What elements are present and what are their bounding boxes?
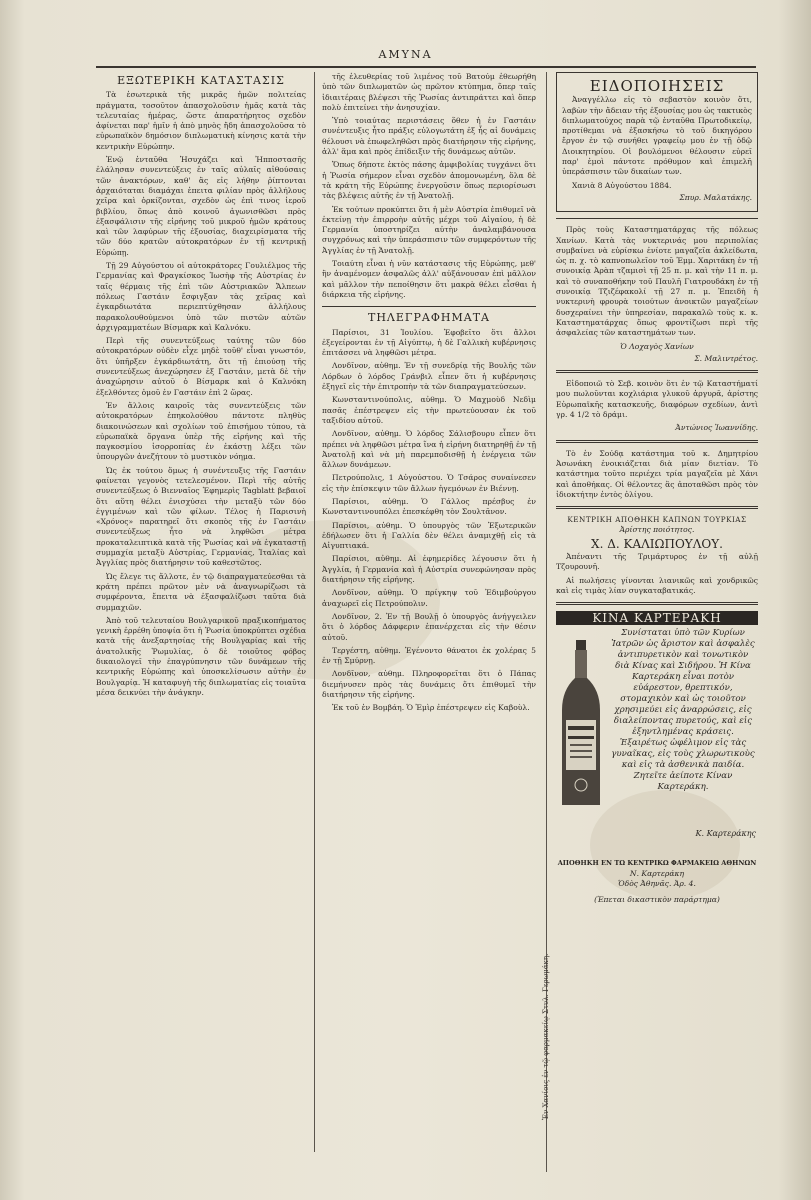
notice-text: Πρὸς τοὺς Καταστηματάρχας τῆς πόλεως Χανίων. Κατὰ τὰς νυκτερινάς μου περιπολίας συμβαίνει νὰ εὑρίσκω ἐνίοτε μαγαζεῖα ἀκλείδωτα, ὡς π. χ. τὸ καπνοπωλεῖον τοῦ Ἐμμ. Χαριτάκη ἐν τῇ συνοικίᾳ Ἀρὰπ τζαμισὶ τῇ 25 π. μ. καὶ τὴν 11 π. μ. καὶ τὸ συναποθήκην τοῦ Παυλῆ Γιατρουδάκη ἐν τῇ συνοικίᾳ Τζιζέφακολί τῇ 27 π. μ. Ἐπειδὴ ἡ νυκτερινὴ φρουρὰ τοιούτων ἀνοικτῶν μαγαζείων δυσχεραίνει τὴν ὑπηρεσίαν, παρακαλῶ τοὺς κ. κ. Καταστηματάρχας ὅπως φροντίζωσι περὶ τῆς ἀσφαλείας τῶν καταστημάτων των. [556, 225, 758, 338]
article-paragraph: Ὅπως δήποτε ἐκτὸς πάσης ἀμφιβολίας τυγχάνει ὅτι ἡ Ῥωσία σήμερον εἶναι σχεδὸν ἀπομονωμένη, ὅλα δὲ τὰ κράτη τῆς Εὐρώπης ἐνεργοῦσιν ὅπως περιορίσωσι τὰς βλέψεις αὐτῆς ἐν τῇ Ἀνατολῇ. [322, 160, 536, 201]
notice-signature: Σπυρ. Μαλατάκης. [679, 192, 752, 202]
telegram-item: Παρίσιοι, αὐθημ. Ὁ ὑπουργὸς τῶν Ἐξωτερικῶν ἐδήλωσεν ὅτι ἡ Γαλλία δὲν θέλει ἀναμιχθῇ εἰς τὰ Αἰγυπτιακά. [322, 520, 536, 551]
section-rule [556, 602, 758, 605]
kina-advertisement [556, 628, 758, 858]
column-telegrams [322, 72, 536, 1152]
kina-signature: Κ. Καρτεράκης [695, 829, 756, 839]
article-paragraph: Τοιαύτη εἶναι ἡ νῦν κατάστασις τῆς Εὐρώπης, μεθ' ἣν ἀναμένομεν ἀσφαλῶς ἀλλ' αὐξάνουσαν ἐπὶ μᾶλλον καὶ μᾶλλον τὴν πεποίθησιν ὅτι μακρὰ θέλει εἶσθαι ἡ διάρκεια τῆς εἰρήνης. [322, 259, 536, 299]
telegrams-heading: ΤΗΛΕΓΡΑΦΗΜΑΤΑ [368, 311, 490, 325]
tobacco-text: Αἱ πωλήσεις γίνονται λιανικῶς καὶ χονδρικῶς καὶ εἰς τιμὰς λίαν συγκαταβατικάς. [556, 575, 758, 595]
side-vertical-text: Ἐν Χανίοις ἐν τῷ φαρμακείῳ Στυλ. Γερωμάκη. [542, 953, 550, 1120]
kina-depot-name: Ν. Καρτεράκη [629, 868, 685, 878]
telegram-item: Τεργέστη, αὐθημ. Ἐγένοντο θάνατοι ἐκ χολέρας 5 ἐν τῇ Σμύρνῃ. [322, 645, 536, 666]
bottle-illustration [558, 640, 604, 810]
telegram-item: Λονδῖνον, αὐθημ. Ἐν τῇ συνεδρίᾳ τῆς Βουλῆς τῶν Λόρδων ὁ λόρδος Γράνβιλ εἶπεν ὅτι ἡ κυβέρνησις ἐξηγεῖ εἰς τὴν ἐπιτροπὴν τὰ τῶν διαπραγματεύσεων. [322, 361, 536, 392]
kina-text: Συνίσταται ὑπὸ τῶν Κυρίων Ἰατρῶν ὡς ἄριστον καὶ ἀσφαλὲς ἀντιπυρετικὸν καὶ τονωτικὸν διὰ Κίνας καὶ Σιδήρου. Ἡ Κίνα Καρτεράκη εἶναι ποτὸν εὐάρεστον, θρεπτικόν, στομαχικὸν καὶ ὡς τοιοῦτον χρησιμεύει εἰς ἀναρρώσεις, εἰς διαλείποντας πυρετούς, καὶ εἰς ἐξηντλημένας κράσεις. Ἐξαιρέτως ὠφέλιμον εἰς τὰς γυναῖκας, εἰς τοὺς χλωρωτικοὺς καὶ εἰς τὰ ἀσθενικὰ παιδία. Ζητεῖτε ἀείποτε Κίναν Καρτεράκη. [611, 628, 755, 793]
article-paragraph: Τὰ ἐσωτερικὰ τῆς μικρᾶς ἡμῶν πολιτείας πράγματα, τοσοῦτον ἀπασχολοῦσιν ἡμᾶς κατὰ τὰς τελευταίας ἡμέρας, ὥστε ἀπαρατήρητος σχεδὸν ἀφίνεται παρ' ἡμῖν ἡ ἀπὸ μηνὸς ἤδη ἀπασχολοῦσα τὸ εὐρωπαϊκὸν δημόσιον διπλωματικὴ κίνησις κατὰ τὴν κεντρικὴν Εὐρώπην. [96, 90, 306, 151]
article-paragraph: Τῇ 29 Αὐγούστου οἱ αὐτοκράτορες Γουλιέλμος τῆς Γερμανίας καὶ Φραγκίσκος Ἰωσὴφ τῆς Αὐστρίας ἐν ταῖς θέρμαις τῆς ἐπὶ τῶν Αὐστριακῶν Ἄλπεων πόλεως Γαστάιν ἔσφιγξαν τὰς χεῖρας καὶ ἐγκαρδιωτάτα περιεπτύχθησαν ἀλλήλους παρακολουθούμενοι ὑπὸ τῶν πιστῶν αὐτῶν ἀρχιγραμματέων Βίσμαρκ καὶ Καλνόκυ. [96, 261, 306, 332]
section-rule [556, 370, 758, 373]
notice-text: Εἰδοποιῶ τὸ Σεβ. κοινὸν ὅτι ἐν τῷ Καταστήματί μου πωλοῦνται κοχλιάρια γλυκοῦ ἀργυρᾶ, ἀρίστης Εὐρωπαϊκῆς κατασκευῆς, διαφόρων σχεδίων, ἀντὶ γρ. 4 1/2 τὸ δράμι. [556, 379, 758, 420]
telegram-item: Λονδῖνον, αὐθημ. Ὁ πρίγκηψ τοῦ Ἐδιμβούργου ἀναχωρεῖ εἰς Πετρούπολιν. [322, 588, 536, 608]
telegram-item: Λονδῖνον, αὐθημ. Πληροφορεῖται ὅτι ὁ Πάπας διεμήνυσεν πρὸς τὰς δυνάμεις ὅτι ἐπιθυμεῖ τὴν διατήρησιν τῆς εἰρήνης. [322, 669, 536, 700]
section-rule [556, 218, 758, 219]
tobacco-heading: ΚΕΝΤΡΙΚΗ ΑΠΟΘΗΚΗ ΚΑΠΝΩΝ ΤΟΥΡΚΙΑΣ [567, 515, 747, 525]
telegram-item: Παρίσιοι, αὐθημ. Αἱ ἐφημερίδες λέγουσιν ὅτι ἡ Ἀγγλία, ἡ Γερμανία καὶ ἡ Αὐστρία συνεφώνησαν πρὸς διατήρησιν τῆς εἰρήνης. [322, 554, 536, 585]
telegram-item: Πετρούπολις, 1 Αὐγούστου. Ὁ Τσάρος συναίνεσεν εἰς τὴν ἐπίσκεψιν τῶν ἄλλων ἡγεμόνων ἐν Βιέννῃ. [322, 473, 536, 493]
section-rule [556, 440, 758, 443]
article-paragraph: Ἐν ἄλλοις καιροῖς τὰς συνεντεύξεις τῶν αὐτοκρατόρων ἐπηκολούθου πάντοτε πληθὺς διακοινώσεων καὶ σχολίων τοῦ ἐπισήμου τύπου, τὰ εὐρωπαϊκὰ ὄργανα ὑπὲρ τῆς εἰρήνης καὶ τῆς παγκοσμίου ἰσορροπίας ἐν ἑκάστῃ λέξει τῶν ὑπουργῶν ἀνεζήτουν τὸ μυστικὸν νόημα. [96, 400, 306, 462]
kina-address: Ὁδὸς Ἀθηνᾶς. Ἀρ. 4. [618, 879, 696, 889]
kina-heading: ΚΙΝΑ ΚΑΡΤΕΡΑΚΗ [556, 611, 758, 625]
section-heading: ΕΞΩΤΕΡΙΚΗ ΚΑΤΑΣΤΑΣΙΣ [117, 74, 285, 87]
footer-note: (Ἐπεται δικαστικὸν παράρτημα) [594, 895, 720, 905]
article-paragraph: Περὶ τῆς συνεντεύξεως ταύτης τῶν δύο αὐτοκρατόρων οὐδὲν εἶχε μηδὲ τοῦθ' εἶναι γνωστόν, ὅτι ὑπῆρξεν ἐγκάρδιωτάτη, ὅτι τῇ ἐπιούσῃ τῆς συνεντεύξεως ἀνεχώρησεν ἐξ Γαστάιν, μετὰ δὲ τὴν ἀναχώρησιν αὐτοῦ ὁ Βίσμαρκ καὶ ὁ Καλνόκη ἐξελθόντες ὁμοῦ ἐν Γαστάιν ἐπὶ 2 ὥρας. [96, 336, 306, 397]
notice-text: Ἀναγγέλλω εἰς τὸ σεβαστὸν κοινὸν ὅτι, λαβὼν τὴν ἄδειαν τῆς ἐξουσίας μου ὡς τακτικὸς διπλωματούχος παρὰ τῷ ἐνταῦθα Πρωτοδικείῳ, προτίθεμαι νὰ ἐξασκήσω τὸ τοῦ δικηγόρου ἔργον ἐν τῷ συνήθει γραφείῳ μου ἐν τῇ ὁδῷ Διοικητηρίου. Οἱ βουλόμενοι θέλουσιν εὑρεῖ παρ' ἐμοὶ πάντοτε πρόθυμον καὶ ἐπιμελῆ ὑπεράσπισιν τῶν δικαίων των. [562, 95, 752, 177]
tobacco-text: Ἀπέναντι τῆς Τριμάρτυρος ἐν τῇ αὐλῇ Τζουρουνῆ. [556, 551, 758, 572]
telegram-item: Λονδῖνον, αὐθημ. Ὁ λόρδος Σάλισβουρυ εἶπεν ὅτι πρέπει νὰ ληφθῶσι μέτρα ἵνα ἡ εἰρήνη διατηρηθῇ ἐν τῇ Ἀνατολῇ καὶ νὰ μὴ παρεμποδισθῇ ἡ ἐνέργεια τῶν ἄλλων δυνάμεων. [322, 429, 536, 470]
notice-box [556, 72, 758, 212]
notice-signature: Σ. Μαλιντρέτος. [694, 353, 758, 363]
notice-signature: Ὁ Λοχαγὸς Χανίων [620, 341, 694, 351]
notice-text: Τὸ ἐν Σούδᾳ κατάστημα τοῦ κ. Δημητρίου Ἀσωνάκη ἐνοικιάζεται διὰ μίαν διετίαν. Τὸ κατάστημα τοῦτο περιέχει τρία μαγαζεῖα μὲ Χάνι καὶ ἀποθήκας. Οἱ θέλοντες ἂς ἀποταθῶσι πρὸς τὸν ἰδιοκτήτην ἐντὸς ὀλίγου. [556, 448, 758, 499]
telegram-item: Παρίσιοι, 31 Ἰουλίου. Ἐφοβεῖτο ὅτι ἄλλοι ἐξεγείρονται ἐν τῇ Αἰγύπτῳ, ἡ δὲ Γαλλικὴ κυβέρνησις ἐπιτάσσει νὰ ληφθῶσι μέτρα. [322, 327, 536, 358]
column-notices [556, 72, 758, 1172]
article-paragraph: τῆς ἐλευθερίας τοῦ λιμένος τοῦ Βατούμ ἐθεωρήθη ὑπὸ τῶν διπλωματῶν ὡς πρῶτον κτύπημα, ὅπερ ταῖς ἰδιαιτέραις βλέψεσι τῆς Ῥωσίας ἀντιπράττει καὶ ὅπερ πολὺ ἐπιτείνει τὴν ἀνησυχίαν. [322, 72, 536, 112]
masthead: ΑΜΥΝΑ [378, 48, 433, 61]
article-paragraph: Ἐκ τούτων προκύπτει ὅτι ἡ μὲν Αὐστρία ἐπιθυμεῖ νὰ ἐκτείνῃ τὴν ἐπιρροὴν αὐτῆς μέχρι τοῦ Αἰγαίου, ἡ δὲ Γερμανία ὑποστηρίζει αὐτὴν ἀναλαμβάνουσα συγχρόνως καὶ τὴν ὑπεράσπισιν τῶν συμφερόντων τῆς Ἀγγλίας ἐν τῇ Ἀνατολῇ. [322, 204, 536, 255]
tobacco-subheading: Ἀρίστης ποιότητος. [619, 525, 695, 535]
top-rule [96, 66, 756, 68]
notices-heading: ΕΙΔΟΠΟΙΗΣΕΙΣ [589, 77, 725, 95]
article-paragraph: Ὑπὸ τοιαύτας περιστάσεις ὅθεν ἡ ἐν Γαστάιν συνέντευξις ἦτο πράξις εὐλογωτάτη ἐξ ἧς αἱ δυνάμεις θέλουσι νὰ ἐπωφεληθῶσι πρὸς διατήρησιν τῆς εἰρήνης, ἀλλ' ἅμα καὶ πρὸς ἐπίδειξιν τῆς δυνάμεως αὐτῶν. [322, 116, 536, 157]
article-paragraph: Ἐνῷ ἐνταῦθα Ἠσυχάζει καὶ Ἠπποστασῆς ἐλάλησαν συνεντεύξεις ἐν ταῖς αὐλαῖς αἰθούσαις τῶν ἀνακτόρων, καθ' ἃς εἰς λήθην ῥίπτονται ἀρχαιόταται διαμάχαι ἐπειτα φιλίαν πρὸς ἀλλήλους χεῖρα καὶ ὁρκίζονται, σχεδὸν ὡς ἐπὶ τινος ἱεροῦ βιβλίου, ὅπως ἀπὸ κοινοῦ ἀγωνισθῶσι πρὸς ἐξασφάλισιν τῆς εἰρήνης τοῦ μικροῦ ἡμῶν κράτους καὶ τῶν λαφύρων τῆς ἐξουσίας, διαχειρίσματα τῆς τῶν δύο κρατῶν αὐτοκρατόρων ἐν τῇ κεντρικῇ Εὐρώπῃ. [96, 155, 306, 257]
column-divider [314, 72, 315, 1152]
telegram-item: Παρίσιοι, αὐθημ. Ὁ Γάλλος πρέσβυς ἐν Κωνσταντινουπόλει ἐπεσκέφθη τὸν Σουλτᾶνον. [322, 496, 536, 517]
article-paragraph: Ὡς ἐκ τούτου ὅμως ἡ συνέντευξις τῆς Γαστάιν φαίνεται γεγονὸς τετελεσμένον. Περὶ τῆς αὐτῆς συνεντεύξεως ὁ Βιενναῖος Ἐφημερὶς Tagblatt βεβαιοῖ ὅτι αὕτη θέλει ἐνισχύσει τὴν μεταξὺ τῶν δύο ἐγγιμένων καὶ τῶν φίλων. Τέλος ἡ Παρισινὴ «Χρόνος» παρατηρεῖ ὅτι σκοπὸς τῆς ἐν Γαστάιν συνεντεύξεως ἦτο νὰ ληφθῶσι μέτρα προκαταλειπτικὰ κατὰ τῆς Ῥωσίας καὶ νὰ ἐγκαταστῇ συμμαχία μεταξὺ Αὐστρίας, Γερμανίας, Ἰταλίας καὶ Ἀγγλίας πρὸς διατήρησιν τοῦ καθεστῶτος. [96, 465, 306, 568]
notice-date: Χανιὰ 8 Αὐγούστου 1884. [572, 180, 672, 190]
telegram-item: Κωνσταντινούπολις, αὐθημ. Ὁ Μαχμοὺδ Νεδὶμ πασᾶς ἐπέστρεψεν εἰς τὴν πρωτεύουσαν ἐκ τοῦ ταξιδίου αὐτοῦ. [322, 395, 536, 425]
telegram-item: Ἐκ τοῦ ἐν Βομβάη. Ὁ Ἐμὶρ ἐπέστρεψεν εἰς Καβοὺλ. [332, 703, 530, 713]
article-paragraph: Ἀπὸ τοῦ τελευταίου Βουλγαρικοῦ πραξικοπήματος γενικὴ ἐρρέθη ὑποψία ὅτι ἡ Ῥωσία ὑποκρύπτει σχέδια κατὰ τῆς ἀνεξαρτησίας τῆς Βουλγαρίας καὶ τῆς ἀνατολικῆς Ῥωμυλίας, ὁ δὲ τοιοῦτος φόβος δικαιολογεῖ τὴν ἐπαγρύπνησιν τῶν δυνάμεων τῆς κεντρικῆς Εὐρώπης καὶ ὑποσκελίσωσιν αὐτὴν ἐν Βουλγαρίᾳ. Ἡ καταφυγὴ τῆς διπλωματίας εἰς τοιαῦτα μέσα δεικνύει τὴν ἀνάγκην. [96, 615, 306, 697]
column-foreign-affairs [96, 72, 306, 1152]
telegram-item: Λονδῖνον, 2. Ἐν τῇ Βουλῇ ὁ ὑπουργὸς ἀνήγγειλεν ὅτι ὁ λόρδος Δάφφεριν ἐπανέρχεται εἰς τὴν θέσιν αὐτοῦ. [322, 611, 536, 642]
section-rule [322, 306, 536, 307]
notice-signature: Ἀντώνιος Ἰωαννίδης. [675, 423, 758, 433]
tobacco-merchant-name: Χ. Δ. ΚΑΛΙΩΠΟΥΛΟΥ. [591, 536, 723, 551]
article-paragraph: Ὡς ἔλεγε τις ἄλλοτε, ἐν τῷ διαπραγματεύεσθαι τὰ κράτη πρέπει πρῶτον μὲν νὰ ἀναγνωρίζωσι τὰ συμφέροντα, ἔπειτα νὰ ἐξασφαλίζωσι ταῦτα διὰ συμμαχιῶν. [96, 571, 306, 612]
section-rule [556, 506, 758, 509]
kina-depot: ΑΠΟΘΗΚΗ ΕΝ ΤΩ ΚΕΝΤΡΙΚΩ ΦΑΡΜΑΚΕΙΩ ΑΘΗΝΩΝ [557, 859, 757, 868]
